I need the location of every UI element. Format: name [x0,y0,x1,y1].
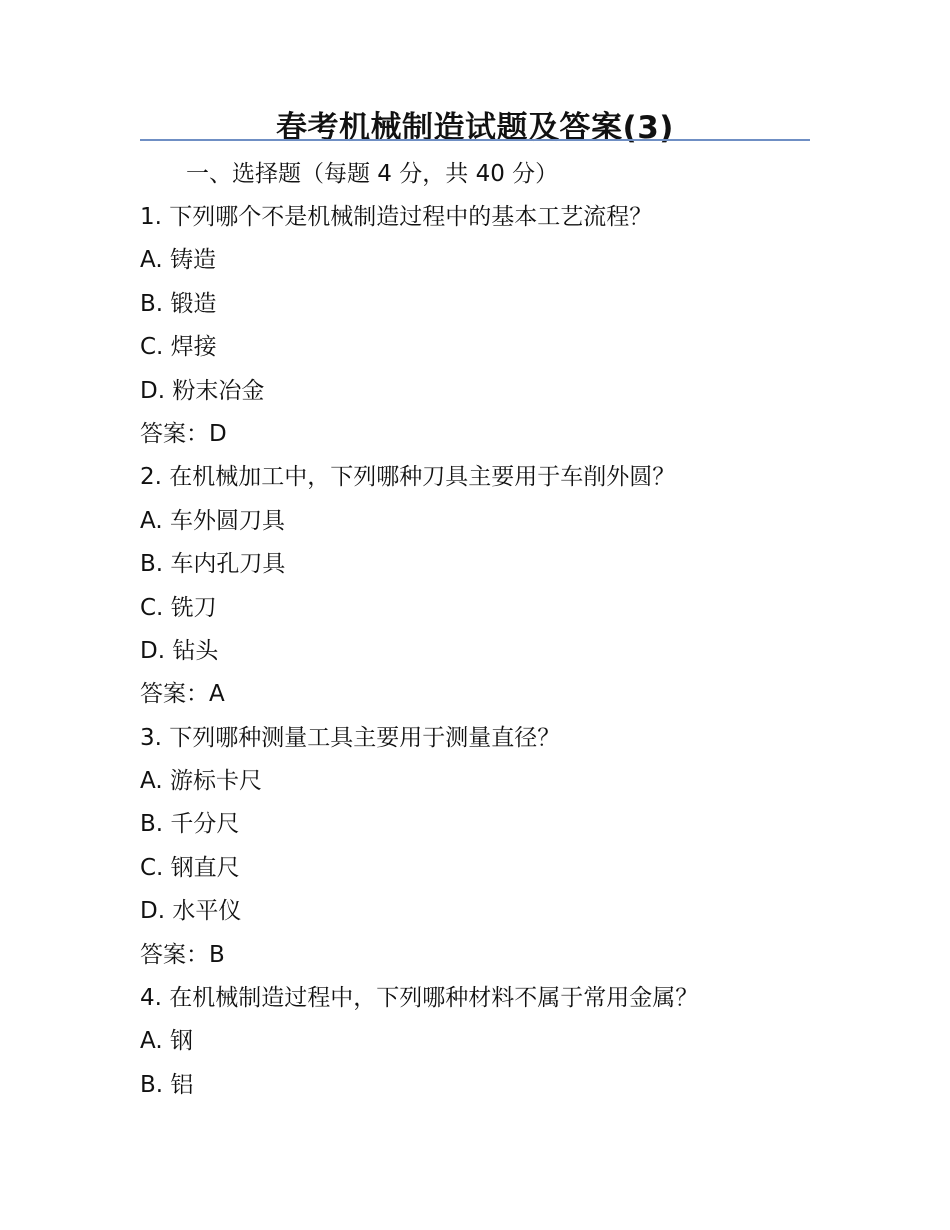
option-3b: B. 千分尺 [140,811,240,838]
document-title: 春考机械制造试题及答案(3) [276,110,674,146]
option-3c: C. 钢直尺 [140,854,240,881]
title-underline [140,139,810,141]
option-3d: D. 水平仪 [140,898,242,925]
section-heading: 一、选择题（每题 4 分，共 40 分） [186,161,559,187]
answer-1: 答案：D [140,420,227,447]
answer-3: 答案：B [140,941,225,968]
question-1: 1. 下列哪个不是机械制造过程中的基本工艺流程？ [140,204,653,230]
option-2c: C. 铣刀 [140,594,217,621]
option-2b: B. 车内孔刀具 [140,551,286,578]
question-3: 3. 下列哪种测量工具主要用于测量直径？ [140,724,561,751]
option-1c: C. 焊接 [140,334,217,361]
option-2d: D. 钻头 [140,637,219,664]
option-2a: A. 车外圆刀具 [140,507,285,534]
option-3a: A. 游标卡尺 [140,768,262,795]
question-2: 2. 在机械加工中，下列哪种刀具主要用于车削外圆？ [140,464,676,491]
option-1a: A. 铸造 [140,247,216,274]
option-1b: B. 锻造 [140,290,217,317]
option-1d: D. 粉末冶金 [140,377,265,404]
option-4a: A. 钢 [140,1028,193,1055]
answer-2: 答案：A [140,681,225,708]
question-list [140,201,820,1112]
option-4b: B. 铝 [140,1071,194,1098]
question-4: 4. 在机械制造过程中，下列哪种材料不属于常用金属？ [140,985,699,1012]
